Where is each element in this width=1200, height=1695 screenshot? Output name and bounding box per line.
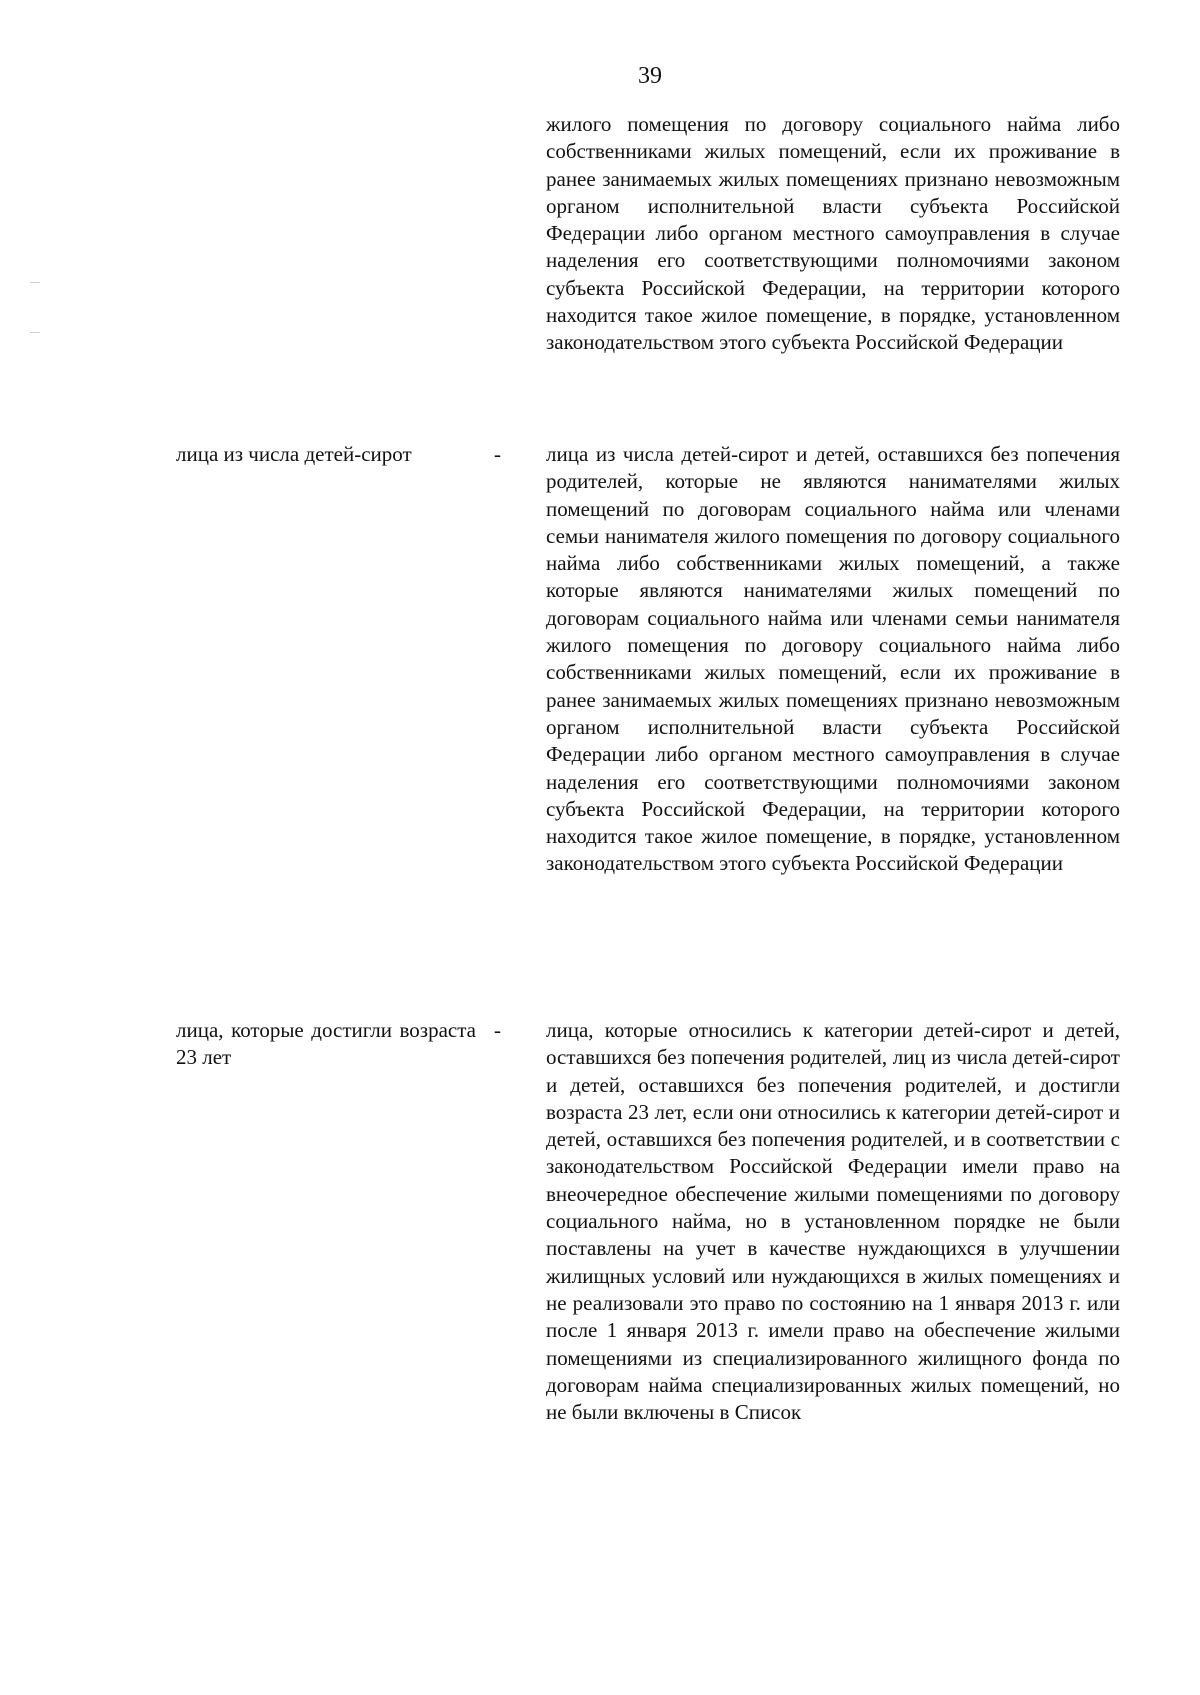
continuation-paragraph: жилого помещения по договору социального найма либо собственниками жилых помещений, если их проживание в ранее занимаемых жилых помещениях признано невозможным органом исполнительной власти субъекта Российской Федерации либо органом местного самоуправления в случае наделения его соответствующими полномочиями законом субъекта Российской Федерации, на территории которого находится такое жилое помещение, в порядке, установленном законодательством этого субъекта Российской Федерации <box>546 112 1120 355</box>
term-dash: - <box>494 442 501 466</box>
term-label: лица из числа детей-сирот <box>176 442 412 466</box>
definition-text: лица, которые относились к категории детей-сирот и детей, оставшихся без попечения родителей, лиц из числа детей-сирот и детей, оставшихся без попечения родителей, и достигли возраста 23 лет, если они относились к категории детей-сирот и детей, оставшихся без попечения родителей, и в соответствии с законодательством Российской Федерации имели право на внеочередное обеспечение жилыми помещениями по договору социального найма, но в установленном порядке не были поставлены на учет в качестве нуждающихся в улучшении жилищных условий или нуждающихся в жилых помещениях и не реализовали это право по состоянию на 1 января 2013 г. или после 1 января 2013 г. имели право на обеспечение жилыми помещениями из специализированного жилищного фонда по договорам найма специализированных жилых помещений, но не были включены в Список <box>546 1018 1120 1425</box>
scan-mark <box>30 282 40 283</box>
definition-text: лица из числа детей-сирот и детей, оставшихся без попечения родителей, которые не являются нанимателями жилых помещений по договорам социального найма или членами семьи нанимателя жилого помещения по договору социального найма либо собственниками жилых помещений, а также которые являются нанимателями жилых помещений по договорам социального найма или членами семьи нанимателя жилого помещения по договору социального найма либо собственниками жилых помещений, если их проживание в ранее занимаемых жилых помещениях признано невозможным органом исполнительной власти субъекта Российской Федерации либо органом местного самоуправления в случае наделения его соответствующими полномочиями законом субъекта Российской Федерации, на территории которого находится такое жилое помещение, в порядке, установленном законодательством этого субъекта Российской Федерации <box>546 442 1120 876</box>
scan-mark <box>30 332 40 333</box>
term-dash: - <box>494 1018 501 1042</box>
term-label: лица, которые достигли возраста 23 лет <box>176 1018 476 1070</box>
page-number: 39 <box>638 63 662 89</box>
